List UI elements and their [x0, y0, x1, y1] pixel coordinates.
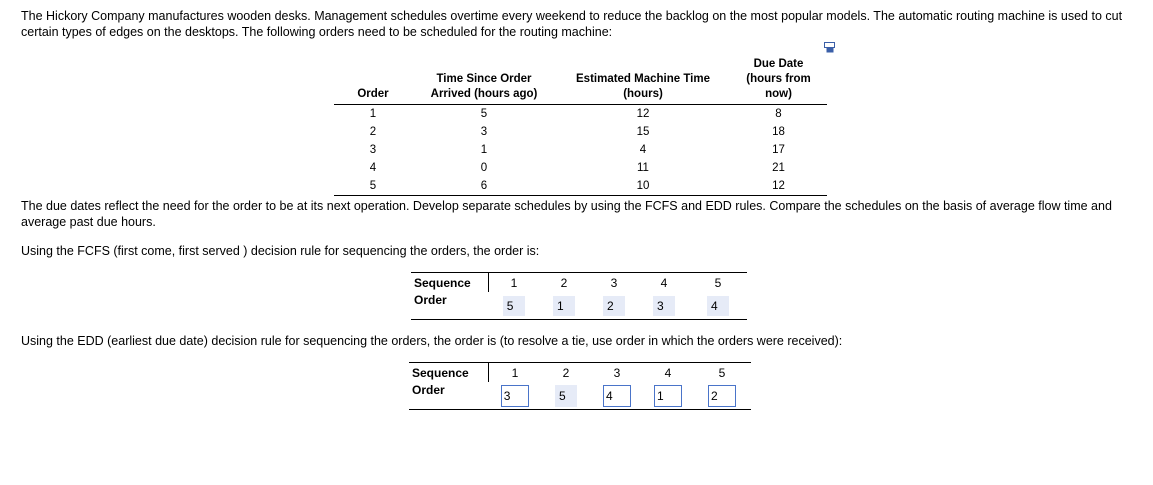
machine-time-cell: 10 [556, 177, 730, 196]
table-row [334, 105, 827, 124]
answer-cell [489, 382, 542, 410]
answer-cell [539, 292, 589, 320]
answer-input[interactable]: 2 [708, 385, 736, 407]
orders-table [334, 57, 827, 196]
table-row [334, 141, 827, 159]
edd-sequence-row [409, 363, 751, 383]
machine-time-cell: 12 [636, 108, 650, 120]
fcfs-prompt: Using the FCFS (first come, first served ) decision rule for sequencing the orders, the order is: [21, 244, 540, 258]
machine-time-header-line1: Estimated Machine Time [576, 73, 710, 85]
answer-cell [489, 292, 540, 320]
sequence-cell: 3 [589, 273, 639, 293]
sequence-cell: 2 [541, 363, 591, 383]
table-row [334, 123, 827, 141]
sequence-cell: 4 [639, 273, 689, 293]
sequence-label: Sequence [409, 363, 489, 383]
edd-sequence-table [409, 362, 751, 410]
order-cell: 5 [334, 177, 412, 196]
order-label: Order [409, 382, 489, 410]
answer-cell [689, 292, 747, 320]
answer-cell [643, 382, 693, 410]
answer-field[interactable]: 5 [503, 296, 525, 316]
order-cell: 1 [369, 108, 377, 120]
machine-time-header [556, 57, 730, 105]
answer-cell [589, 292, 639, 320]
answer-cell [541, 382, 591, 410]
answer-input[interactable]: 1 [654, 385, 682, 407]
answer-input[interactable]: 4 [603, 385, 631, 407]
due-date-cell: 18 [772, 126, 785, 138]
order-cell: 3 [369, 144, 377, 156]
time-since-cell: 6 [412, 177, 556, 196]
machine-time-cell: 15 [636, 126, 650, 138]
sequence-cell: 2 [539, 273, 589, 293]
sequence-cell: 1 [489, 273, 540, 293]
answer-input[interactable]: 3 [501, 385, 529, 407]
fcfs-order-row [411, 292, 747, 320]
sequence-cell: 5 [689, 273, 747, 293]
time-since-header-line2: Arrived (hours ago) [430, 88, 538, 100]
intro-paragraph: The Hickory Company manufactures wooden desks. Management schedules overtime every weekend to reduce the backlog on the most popular models. The automatic routing machine is used to cut certain types of edges on the desktops. The following orders need to be scheduled for the routing machine: [21, 9, 1123, 39]
order-cell: 2 [369, 126, 377, 138]
time-since-header [412, 57, 556, 105]
due-date-header-line2: (hours from now) [746, 73, 811, 100]
due-date-cell: 8 [775, 108, 782, 120]
due-date-header-line1: Due Date [753, 58, 804, 70]
due-date-cell: 21 [772, 162, 785, 174]
due-date-header [730, 57, 827, 105]
due-date-note: The due dates reflect the need for the order to be at its next operation. Develop separate schedules by using the FCFS and EDD rules. Compare the schedules on the basis of average flow time and average past due hours. [21, 199, 1112, 229]
answer-field[interactable]: 2 [603, 296, 625, 316]
due-date-cell: 12 [730, 177, 827, 196]
copy-icon[interactable] [824, 42, 836, 53]
sequence-cell: 3 [591, 363, 643, 383]
answer-field[interactable]: 4 [707, 296, 729, 316]
due-date-cell: 17 [772, 144, 785, 156]
machine-time-cell: 11 [637, 162, 649, 174]
order-cell: 4 [369, 162, 377, 174]
table-row [334, 159, 827, 177]
time-since-cell: 5 [480, 108, 488, 120]
time-since-cell: 3 [480, 126, 488, 138]
sequence-cell: 4 [643, 363, 693, 383]
answer-cell [639, 292, 689, 320]
edd-prompt: Using the EDD (earliest due date) decision rule for sequencing the orders, the order is (to resolve a tie, use order in which the orders were received): [21, 334, 843, 348]
sequence-cell: 1 [489, 363, 542, 383]
fcfs-sequence-table [411, 272, 747, 320]
answer-cell [693, 382, 751, 410]
answer-cell [591, 382, 643, 410]
table-row [334, 177, 827, 196]
edd-order-row [409, 382, 751, 410]
fcfs-sequence-row [411, 273, 747, 293]
machine-time-header-line2: (hours) [623, 88, 663, 100]
machine-time-cell: 4 [639, 144, 647, 156]
orders-header-row [334, 57, 827, 105]
answer-field[interactable]: 3 [653, 296, 675, 316]
time-since-cell: 1 [480, 144, 488, 156]
order-label: Order [411, 292, 489, 320]
time-since-cell: 0 [480, 162, 488, 174]
sequence-label: Sequence [411, 273, 489, 293]
sequence-cell: 5 [693, 363, 751, 383]
answer-field[interactable]: 1 [553, 296, 575, 316]
answer-field[interactable]: 5 [555, 385, 577, 407]
order-header: Order [334, 57, 412, 105]
time-since-header-line1: Time Since Order [436, 73, 532, 85]
